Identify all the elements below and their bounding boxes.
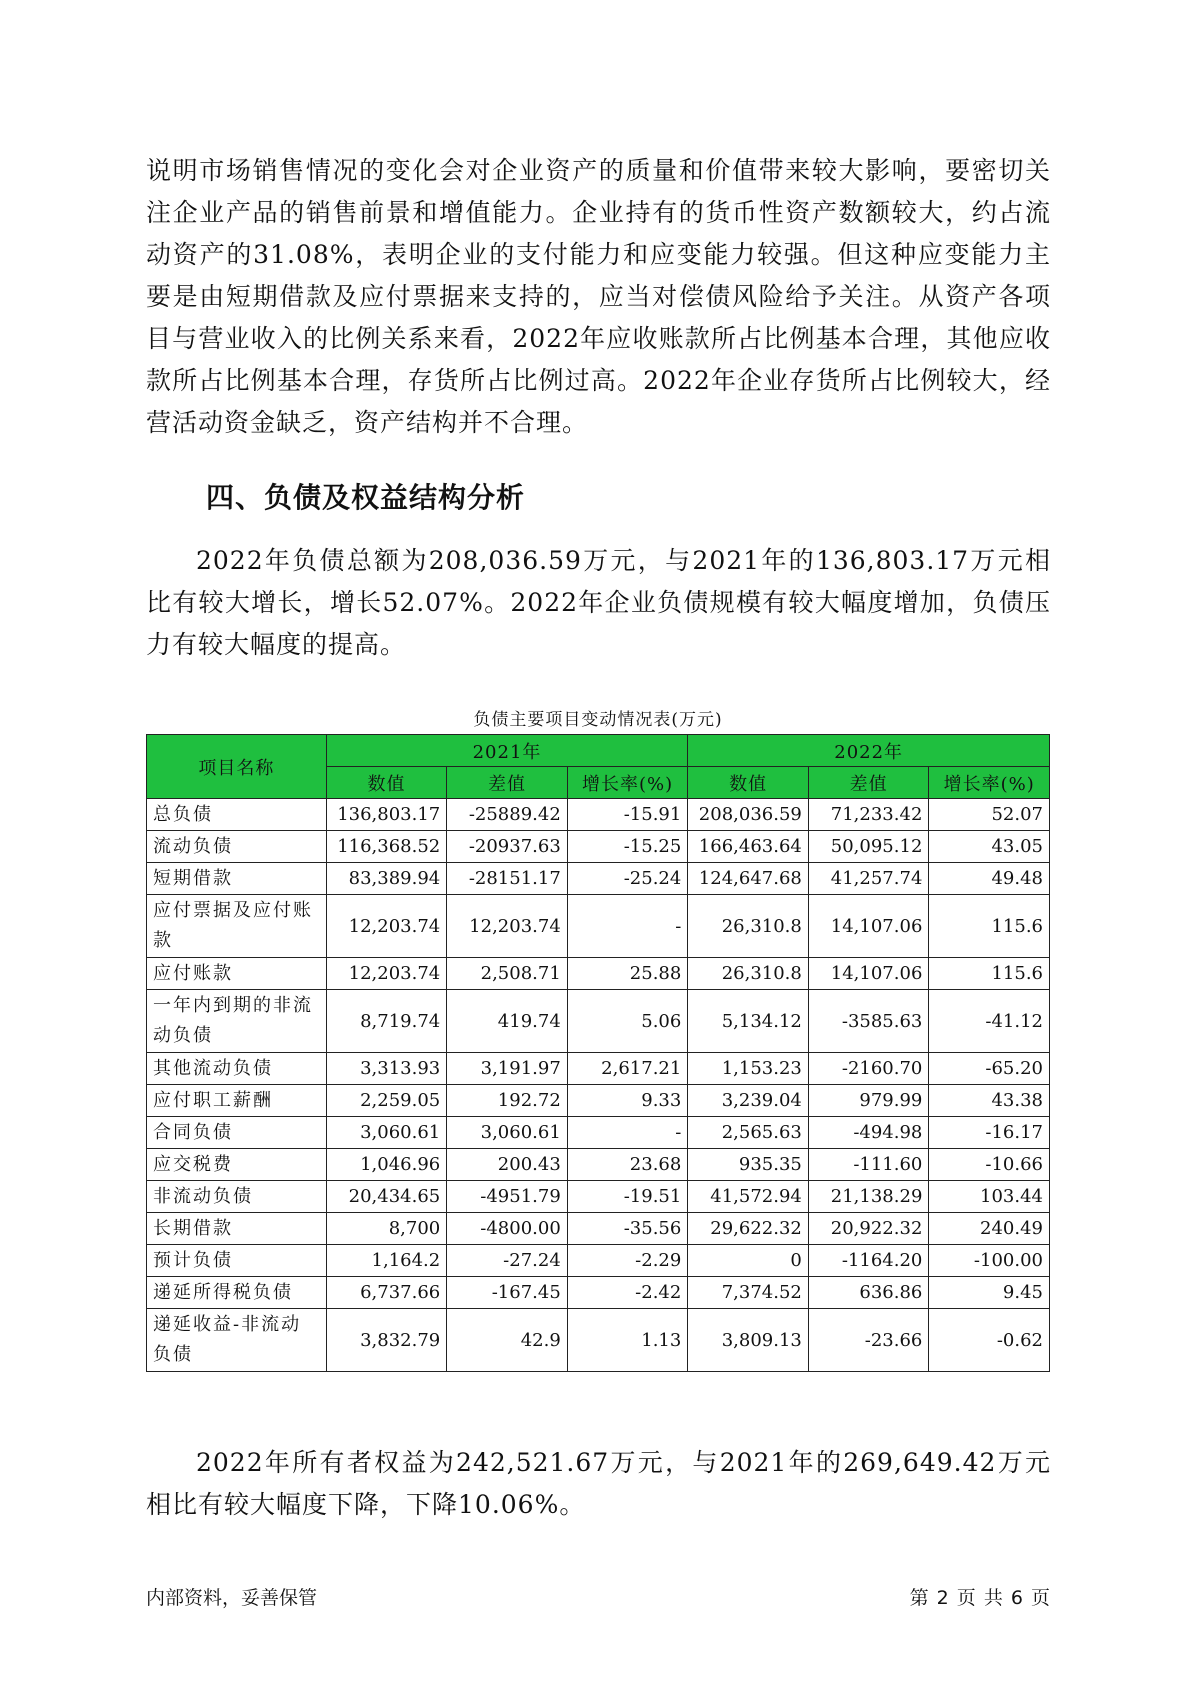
table-cell-value: -15.91 bbox=[567, 799, 688, 831]
table-cell-value: -3585.63 bbox=[808, 990, 929, 1053]
table-cell-item: 应付账款 bbox=[147, 958, 327, 990]
header-diff-2022: 差值 bbox=[808, 767, 929, 799]
table-cell-value: 2,565.63 bbox=[688, 1117, 809, 1149]
table-cell-item: 合同负债 bbox=[147, 1117, 327, 1149]
table-cell-value: - bbox=[567, 895, 688, 958]
table-cell-item: 总负债 bbox=[147, 799, 327, 831]
table-cell-value: 12,203.74 bbox=[326, 958, 447, 990]
table-cell-value: 8,719.74 bbox=[326, 990, 447, 1053]
table-cell-value: 20,434.65 bbox=[326, 1181, 447, 1213]
table-cell-value: -16.17 bbox=[929, 1117, 1050, 1149]
table-cell-value: 43.05 bbox=[929, 831, 1050, 863]
table-row bbox=[147, 1309, 1050, 1372]
table-cell-item: 长期借款 bbox=[147, 1213, 327, 1245]
table-row bbox=[147, 863, 1050, 895]
table-body bbox=[147, 799, 1050, 1372]
table-cell-item: 递延所得税负债 bbox=[147, 1277, 327, 1309]
table-cell-value: 9.45 bbox=[929, 1277, 1050, 1309]
table-row bbox=[147, 1181, 1050, 1213]
table-cell-value: 115.6 bbox=[929, 895, 1050, 958]
table-cell-value: 5,134.12 bbox=[688, 990, 809, 1053]
table-row bbox=[147, 1085, 1050, 1117]
table-cell-value: 419.74 bbox=[447, 990, 568, 1053]
table-cell-value: 52.07 bbox=[929, 799, 1050, 831]
table-cell-item: 其他流动负债 bbox=[147, 1053, 327, 1085]
header-growth-2021: 增长率(%) bbox=[567, 767, 688, 799]
header-diff-2021: 差值 bbox=[447, 767, 568, 799]
table-cell-value: 1,164.2 bbox=[326, 1245, 447, 1277]
table-cell-value: -65.20 bbox=[929, 1053, 1050, 1085]
table-cell-item: 应付职工薪酬 bbox=[147, 1085, 327, 1117]
paragraph-liabilities: 2022年负债总额为208,036.59万元，与2021年的136,803.17万元相比有较大增长，增长52.07%。2022年企业负债规模有较大幅度增加，负债压力有较大幅度的提高。 bbox=[146, 546, 1051, 659]
table-cell-value: 7,374.52 bbox=[688, 1277, 809, 1309]
table-cell-value: 1,153.23 bbox=[688, 1053, 809, 1085]
header-value-2022: 数值 bbox=[688, 767, 809, 799]
table-cell-value: -28151.17 bbox=[447, 863, 568, 895]
table-cell-value: 50,095.12 bbox=[808, 831, 929, 863]
table-cell-value: 240.49 bbox=[929, 1213, 1050, 1245]
table-row bbox=[147, 1117, 1050, 1149]
table-cell-value: 9.33 bbox=[567, 1085, 688, 1117]
table-cell-value: 636.86 bbox=[808, 1277, 929, 1309]
table-cell-item: 应付票据及应付账款 bbox=[147, 895, 327, 958]
table-row bbox=[147, 895, 1050, 958]
table-cell-value: -2.42 bbox=[567, 1277, 688, 1309]
table-cell-value: 935.35 bbox=[688, 1149, 809, 1181]
table-cell-value: 1,046.96 bbox=[326, 1149, 447, 1181]
table-cell-value: 83,389.94 bbox=[326, 863, 447, 895]
table-cell-value: 26,310.8 bbox=[688, 958, 809, 990]
table-cell-value: -15.25 bbox=[567, 831, 688, 863]
liabilities-table bbox=[146, 734, 1050, 1372]
table-cell-item: 预计负债 bbox=[147, 1245, 327, 1277]
footer-page-number: 第 2 页 共 6 页 bbox=[909, 1587, 1051, 1609]
header-year-2021: 2021年 bbox=[326, 735, 688, 767]
table-cell-value: -10.66 bbox=[929, 1149, 1050, 1181]
table-cell-value: 26,310.8 bbox=[688, 895, 809, 958]
table-cell-item: 应交税费 bbox=[147, 1149, 327, 1181]
table-cell-item: 一年内到期的非流动负债 bbox=[147, 990, 327, 1053]
table-cell-value: -2160.70 bbox=[808, 1053, 929, 1085]
table-cell-value: 12,203.74 bbox=[447, 895, 568, 958]
table-cell-value: -19.51 bbox=[567, 1181, 688, 1213]
table-cell-value: 103.44 bbox=[929, 1181, 1050, 1213]
table-cell-value: 5.06 bbox=[567, 990, 688, 1053]
table-cell-value: 2,508.71 bbox=[447, 958, 568, 990]
table-cell-value: 14,107.06 bbox=[808, 958, 929, 990]
table-cell-value: 115.6 bbox=[929, 958, 1050, 990]
table-cell-value: 6,737.66 bbox=[326, 1277, 447, 1309]
table-cell-value: 42.9 bbox=[447, 1309, 568, 1372]
header-year-2022: 2022年 bbox=[688, 735, 1050, 767]
table-cell-value: -2.29 bbox=[567, 1245, 688, 1277]
table-row bbox=[147, 831, 1050, 863]
table-cell-value: -167.45 bbox=[447, 1277, 568, 1309]
table-cell-value: -111.60 bbox=[808, 1149, 929, 1181]
table-cell-value: -4951.79 bbox=[447, 1181, 568, 1213]
table-row bbox=[147, 1149, 1050, 1181]
header-value-2021: 数值 bbox=[326, 767, 447, 799]
table-cell-value: 1.13 bbox=[567, 1309, 688, 1372]
table-cell-value: 124,647.68 bbox=[688, 863, 809, 895]
table-cell-item: 递延收益-非流动负债 bbox=[147, 1309, 327, 1372]
header-item-name: 项目名称 bbox=[147, 735, 327, 799]
table-cell-value: 41,572.94 bbox=[688, 1181, 809, 1213]
table-cell-value: -20937.63 bbox=[447, 831, 568, 863]
table-cell-value: -35.56 bbox=[567, 1213, 688, 1245]
table-cell-value: -1164.20 bbox=[808, 1245, 929, 1277]
table-cell-value: 166,463.64 bbox=[688, 831, 809, 863]
table-cell-value: -0.62 bbox=[929, 1309, 1050, 1372]
table-cell-value: 43.38 bbox=[929, 1085, 1050, 1117]
table-cell-value: 3,060.61 bbox=[326, 1117, 447, 1149]
paragraph-equity: 2022年所有者权益为242,521.67万元，与2021年的269,649.42万元相比有较大幅度下降，下降10.06%。 bbox=[146, 1448, 1051, 1519]
table-cell-value: 3,832.79 bbox=[326, 1309, 447, 1372]
table-cell-value: 41,257.74 bbox=[808, 863, 929, 895]
table-caption: 负债主要项目变动情况表(万元) bbox=[473, 710, 723, 730]
table-row bbox=[147, 1277, 1050, 1309]
table-cell-value: 21,138.29 bbox=[808, 1181, 929, 1213]
table-cell-value: 200.43 bbox=[447, 1149, 568, 1181]
table-cell-value: 979.99 bbox=[808, 1085, 929, 1117]
table-cell-value: -4800.00 bbox=[447, 1213, 568, 1245]
table-cell-value: 29,622.32 bbox=[688, 1213, 809, 1245]
table-row bbox=[147, 1245, 1050, 1277]
table-row bbox=[147, 958, 1050, 990]
table-cell-value: -100.00 bbox=[929, 1245, 1050, 1277]
table-cell-value: 20,922.32 bbox=[808, 1213, 929, 1245]
table-cell-value: 3,809.13 bbox=[688, 1309, 809, 1372]
table-cell-item: 流动负债 bbox=[147, 831, 327, 863]
table-cell-value: 116,368.52 bbox=[326, 831, 447, 863]
table-row bbox=[147, 799, 1050, 831]
table-cell-value: 14,107.06 bbox=[808, 895, 929, 958]
table-cell-value: 23.68 bbox=[567, 1149, 688, 1181]
table-cell-value: 8,700 bbox=[326, 1213, 447, 1245]
table-cell-item: 短期借款 bbox=[147, 863, 327, 895]
table-cell-value: 192.72 bbox=[447, 1085, 568, 1117]
header-growth-2022: 增长率(%) bbox=[929, 767, 1050, 799]
table-cell-value: -23.66 bbox=[808, 1309, 929, 1372]
table-cell-value: 3,239.04 bbox=[688, 1085, 809, 1117]
table-cell-value: - bbox=[567, 1117, 688, 1149]
paragraph-asset-structure: 说明市场销售情况的变化会对企业资产的质量和价值带来较大影响，要密切关注企业产品的销售前景和增值能力。企业持有的货币性资产数额较大，约占流动资产的31.08%，表明企业的支付能力和应变能力较强。但这种应变能力主要是由短期借款及应付票据来支持的，应当对偿债风险给予关注。从资产各项目与营业收入的比例关系来看，2022年应收账款所占比例基本合理，其他应收款所占比例基本合理，存货所占比例过高。2022年企业存货所占比例较大，经营活动资金缺乏，资产结构并不合理。 bbox=[146, 156, 1051, 437]
table-cell-value: -25.24 bbox=[567, 863, 688, 895]
section-heading: 四、负债及权益结构分析 bbox=[206, 481, 526, 514]
table-cell-value: -41.12 bbox=[929, 990, 1050, 1053]
table-cell-value: 3,313.93 bbox=[326, 1053, 447, 1085]
table-cell-value: 2,617.21 bbox=[567, 1053, 688, 1085]
table-row bbox=[147, 990, 1050, 1053]
table-cell-value: 0 bbox=[688, 1245, 809, 1277]
table-cell-value: 49.48 bbox=[929, 863, 1050, 895]
table-row bbox=[147, 1053, 1050, 1085]
table-cell-value: -494.98 bbox=[808, 1117, 929, 1149]
table-cell-value: 2,259.05 bbox=[326, 1085, 447, 1117]
table-cell-value: 3,060.61 bbox=[447, 1117, 568, 1149]
table-cell-value: 25.88 bbox=[567, 958, 688, 990]
table-cell-value: 12,203.74 bbox=[326, 895, 447, 958]
footer-confidential-note: 内部资料，妥善保管 bbox=[146, 1587, 318, 1609]
table-row bbox=[147, 1213, 1050, 1245]
table-cell-value: -25889.42 bbox=[447, 799, 568, 831]
table-cell-value: 208,036.59 bbox=[688, 799, 809, 831]
table-cell-value: -27.24 bbox=[447, 1245, 568, 1277]
table-cell-value: 136,803.17 bbox=[326, 799, 447, 831]
table-cell-value: 71,233.42 bbox=[808, 799, 929, 831]
table-cell-item: 非流动负债 bbox=[147, 1181, 327, 1213]
table-cell-value: 3,191.97 bbox=[447, 1053, 568, 1085]
